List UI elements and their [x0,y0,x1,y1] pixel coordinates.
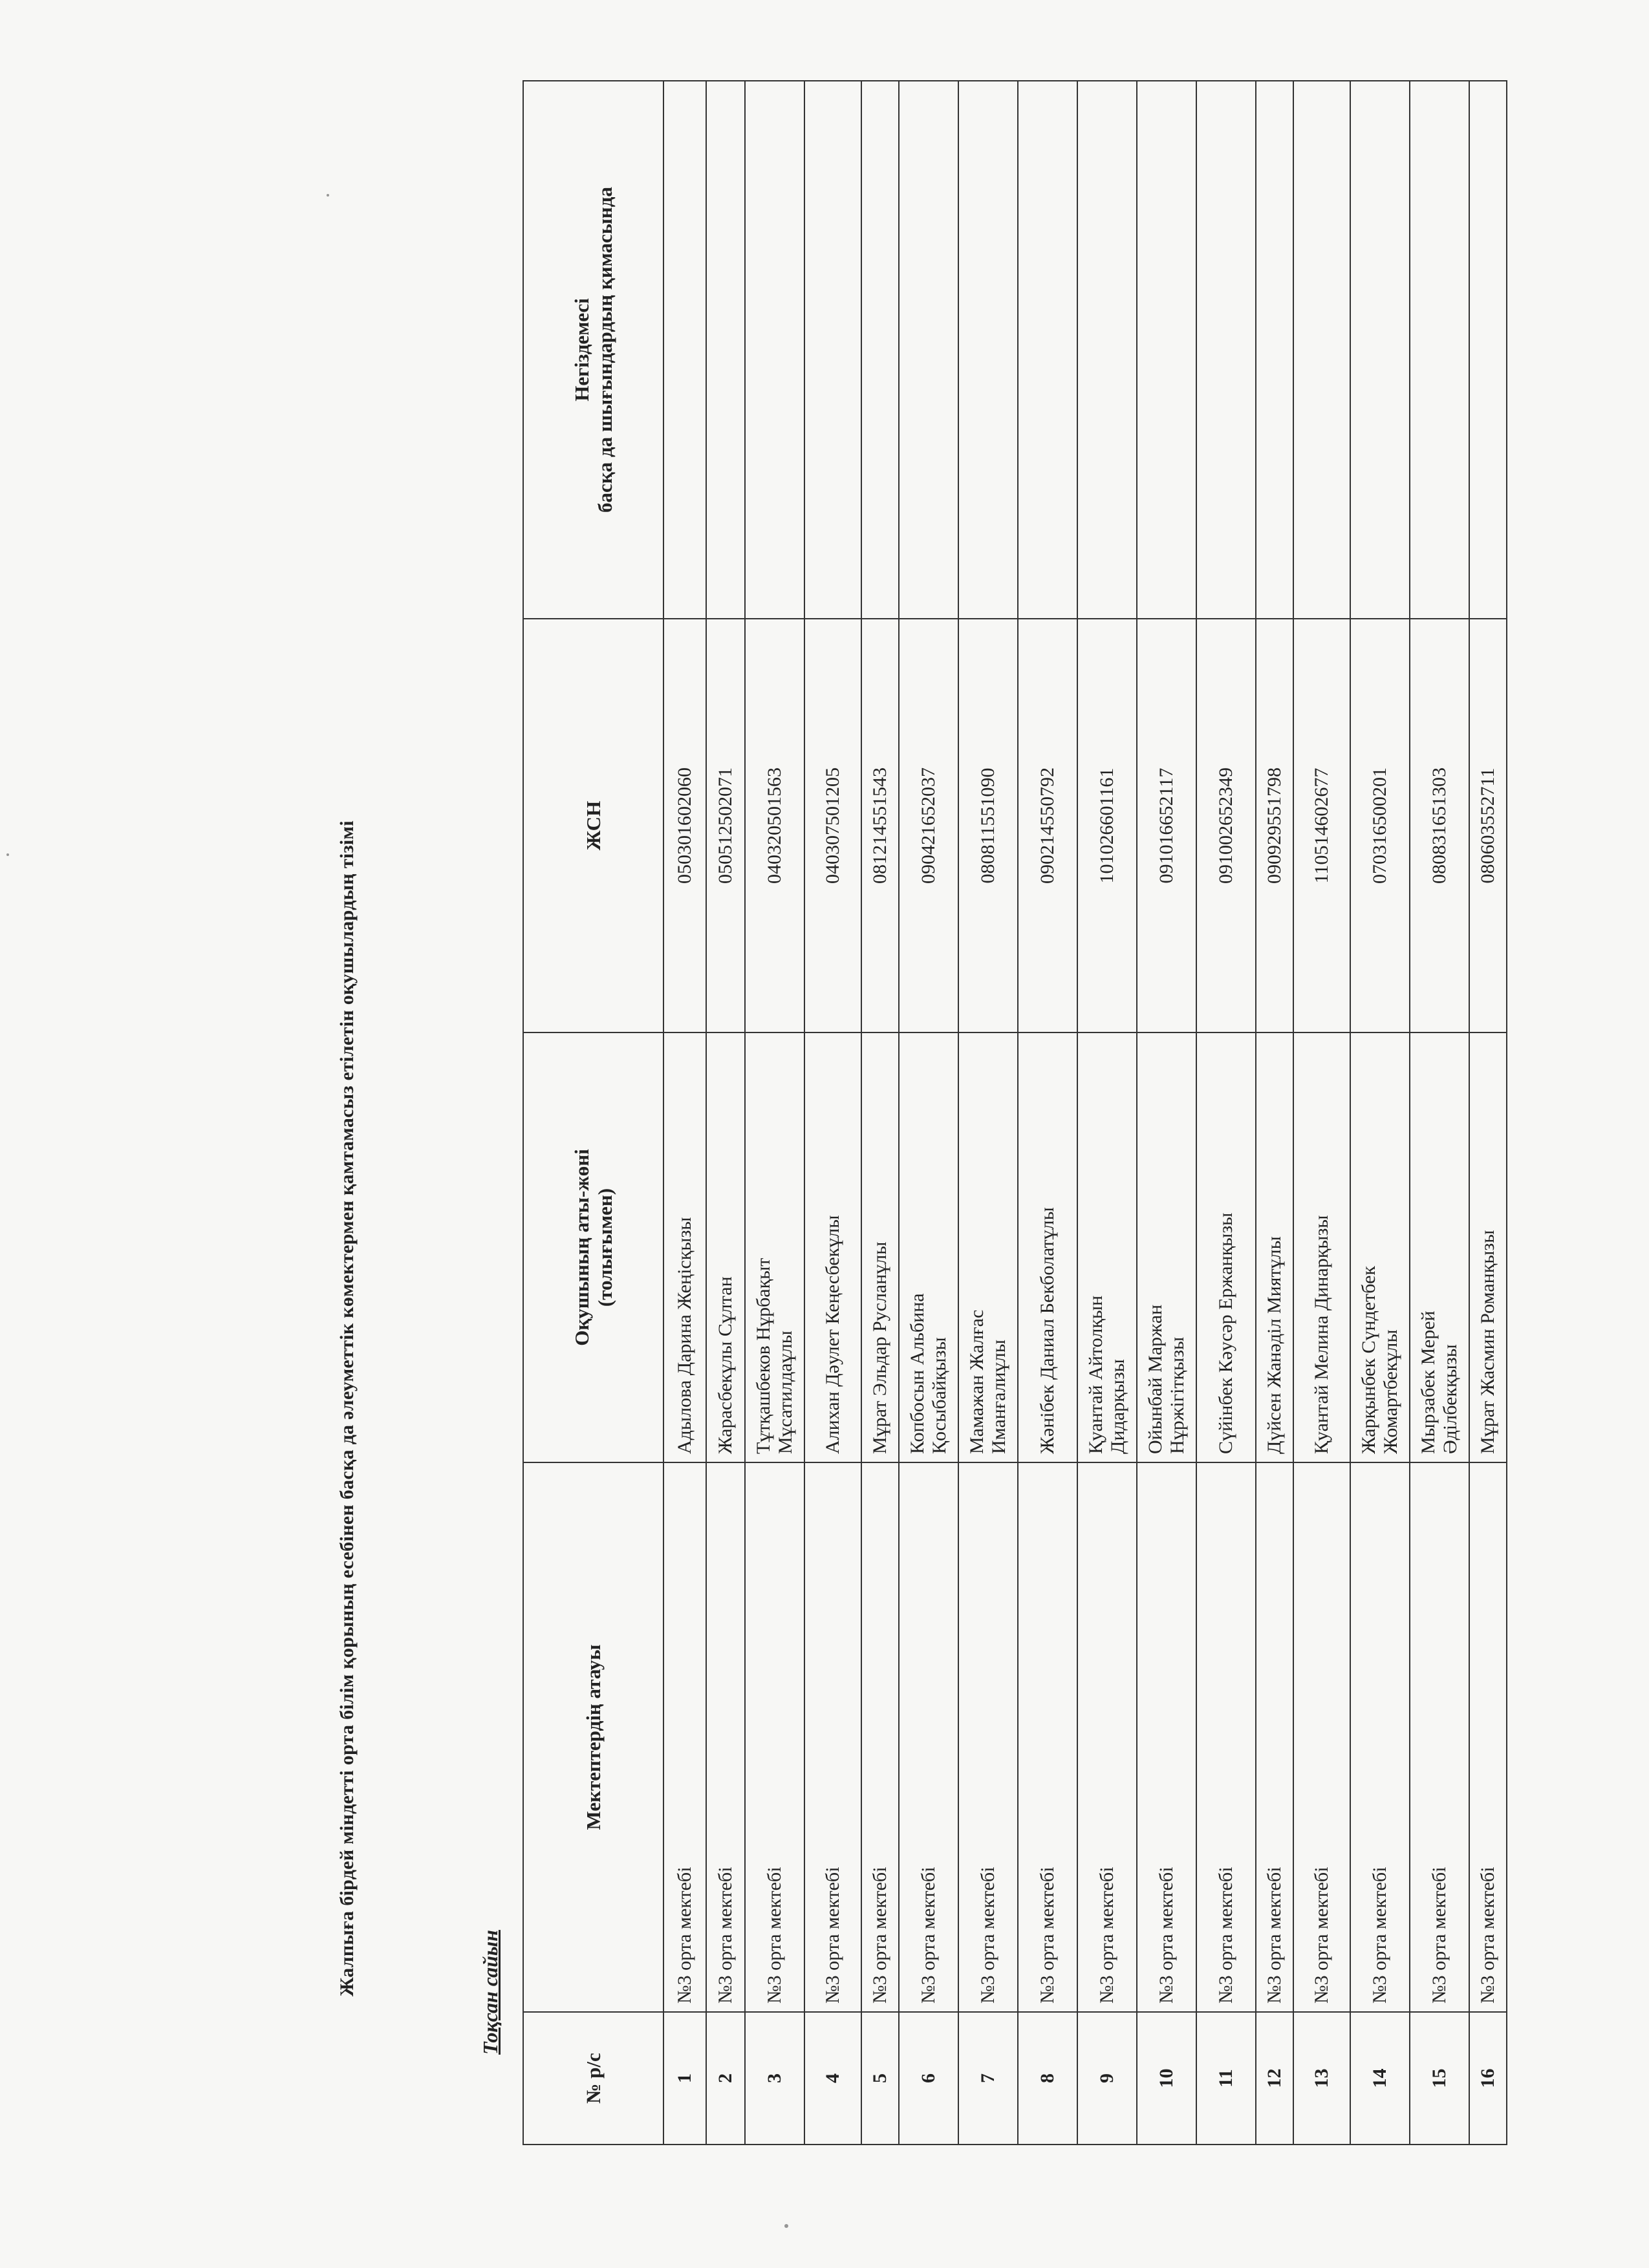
student-name [1293,1032,1350,1462]
student-iin: 091016652117 [1137,619,1196,1032]
basis-cell [1293,81,1350,619]
row-number: 6 [899,2012,958,2145]
table-row [1077,81,1137,2145]
student-name [745,1032,804,1462]
student-name-line1: Жарасбекұлы Сұлтан [714,1276,736,1454]
row-number: 11 [1196,2012,1256,2145]
student-iin: 090929551798 [1256,619,1293,1032]
basis-cell [1077,81,1137,619]
school-name: №3 орта мектебі [745,1462,804,2012]
student-name-line1: Ойынбай Маржан [1144,1304,1166,1454]
student-name-line1: Алихан Дәулет Кеңесбекұлы [821,1215,843,1454]
student-name-line1: Адылова Дарина Жеңісқызы [673,1217,695,1454]
header-student-name-line1: Оқушының аты-жөні [570,1149,593,1346]
student-name-line2: Жомартбекұлы [1380,1329,1401,1454]
student-name [1077,1032,1137,1462]
student-name-line1: Сүйінбек Кәусәр Ержанқызы [1214,1212,1236,1454]
table-row [745,81,804,2145]
student-name-line1: Копбосын Альбина [906,1293,928,1454]
student-iin: 110514602677 [1293,619,1350,1032]
school-name: №3 орта мектебі [1137,1462,1196,2012]
student-name-line1: Қуантай Айтолқын [1084,1295,1106,1454]
student-name-line1: Мұрат Эльдар Русланұлы [868,1241,890,1454]
basis-cell [1256,81,1293,619]
student-name [958,1032,1018,1462]
student-iin: 091002652349 [1196,619,1256,1032]
document-title: Жалпыға бірдей міндетті орта білім қорының есебінен басқа да әлеуметтік көмектермен қамтамасыз етілетін оқушылардың тізімі [336,820,358,1996]
student-name [1196,1032,1256,1462]
student-name-line1: Дүйсен Жанәділ Миятұлы [1263,1236,1285,1454]
student-iin: 050301602060 [663,619,706,1032]
header-number: № р/с [523,2012,663,2145]
student-name-line2: Мұсатилдаұлы [775,1331,796,1454]
student-name-line1: Қуантай Мелина Динарқызы [1310,1215,1332,1454]
table-row [958,81,1018,2145]
school-name: №3 орта мектебі [706,1462,745,2012]
table-row [1410,81,1469,2145]
row-number: 5 [861,2012,899,2145]
student-name [1350,1032,1410,1462]
student-name [706,1032,745,1462]
table-row [861,81,899,2145]
student-name-line1: Мұрат Жасмин Романқызы [1476,1230,1498,1454]
student-name [1469,1032,1507,1462]
table-row [1196,81,1256,2145]
header-basis-line1: Негіздемесі [570,298,593,401]
basis-cell [663,81,706,619]
basis-cell [1137,81,1196,619]
basis-cell [1018,81,1077,619]
school-name: №3 орта мектебі [1256,1462,1293,2012]
school-name: №3 орта мектебі [1196,1462,1256,2012]
student-name-line2: Нұржігітқызы [1167,1336,1188,1454]
table-body [663,81,1507,2145]
table-row [706,81,745,2145]
row-number: 12 [1256,2012,1293,2145]
basis-cell [804,81,861,619]
student-name [1256,1032,1293,1462]
basis-cell [1469,81,1507,619]
school-name: №3 орта мектебі [899,1462,958,2012]
row-number: 13 [1293,2012,1350,2145]
students-table [523,80,1507,2145]
student-name-line2: Иманғалиұлы [988,1340,1009,1454]
student-iin: 090214550792 [1018,619,1077,1032]
school-name: №3 орта мектебі [1293,1462,1350,2012]
table-row [1137,81,1196,2145]
student-iin: 040320501563 [745,619,804,1032]
basis-cell [745,81,804,619]
basis-cell [1350,81,1410,619]
row-number: 2 [706,2012,745,2145]
row-number: 4 [804,2012,861,2145]
table-row [804,81,861,2145]
header-school: Мектептердің атауы [523,1462,663,2012]
scan-speck [6,853,9,856]
student-name [1018,1032,1077,1462]
row-number: 16 [1469,2012,1507,2145]
student-name [1410,1032,1469,1462]
row-number: 9 [1077,2012,1137,2145]
student-name-line2: Дидарқызы [1107,1359,1128,1454]
table-row [1469,81,1507,2145]
basis-cell [1196,81,1256,619]
student-iin: 070316500201 [1350,619,1410,1032]
student-name-line1: Тұтқашбеков Нұрбақыт [752,1257,774,1454]
school-name: №3 орта мектебі [663,1462,706,2012]
basis-cell [958,81,1018,619]
student-name [899,1032,958,1462]
table-header-row [523,81,663,2145]
school-name: №3 орта мектебі [1018,1462,1077,2012]
basis-cell [861,81,899,619]
row-number: 15 [1410,2012,1469,2145]
student-name-line1: Жәнібек Даниал Бекболатұлы [1036,1207,1058,1454]
row-number: 14 [1350,2012,1410,2145]
student-iin: 080831651303 [1410,619,1469,1032]
header-basis-line2: басқа да шығындардың қимасында [593,187,616,513]
school-name: №3 орта мектебі [1077,1462,1137,2012]
student-name-line2: Әділбекқызы [1439,1344,1461,1454]
student-name-line1: Мамажан Жалғас [965,1309,987,1454]
student-name [1137,1032,1196,1462]
student-iin: 101026601161 [1077,619,1137,1032]
table-row [663,81,706,2145]
school-name: №3 орта мектебі [804,1462,861,2012]
header-iin: ЖСН [523,619,663,1032]
student-iin: 080603552711 [1469,619,1507,1032]
student-name [663,1032,706,1462]
row-number: 1 [663,2012,706,2145]
student-name [861,1032,899,1462]
table-row [1256,81,1293,2145]
header-student-name-line2: (толығымен) [593,1188,616,1307]
header-student-name [523,1032,663,1462]
student-name-line1: Жарқынбек Сүндетбек [1357,1265,1379,1454]
frequency-label: Тоқсан сайын [479,1930,502,2055]
school-name: №3 орта мектебі [861,1462,899,2012]
basis-cell [899,81,958,619]
row-number: 3 [745,2012,804,2145]
table-row [1350,81,1410,2145]
student-iin: 081214551543 [861,619,899,1032]
school-name: №3 орта мектебі [1410,1462,1469,2012]
table-row [899,81,958,2145]
header-basis [523,81,663,619]
scan-speck [327,194,329,197]
basis-cell [706,81,745,619]
student-name-line2: Қосыбайқызы [929,1337,950,1454]
table-row [1293,81,1350,2145]
student-iin: 040307501205 [804,619,861,1032]
student-iin: 050512502071 [706,619,745,1032]
student-iin: 090421652037 [899,619,958,1032]
scan-speck [784,2224,788,2228]
student-iin: 080811551090 [958,619,1018,1032]
school-name: №3 орта мектебі [1469,1462,1507,2012]
row-number: 7 [958,2012,1018,2145]
student-name-line1: Мырзабек Мерей [1417,1311,1439,1454]
student-name [804,1032,861,1462]
school-name: №3 орта мектебі [1350,1462,1410,2012]
basis-cell [1410,81,1469,619]
row-number: 8 [1018,2012,1077,2145]
row-number: 10 [1137,2012,1196,2145]
school-name: №3 орта мектебі [958,1462,1018,2012]
table-row [1018,81,1077,2145]
